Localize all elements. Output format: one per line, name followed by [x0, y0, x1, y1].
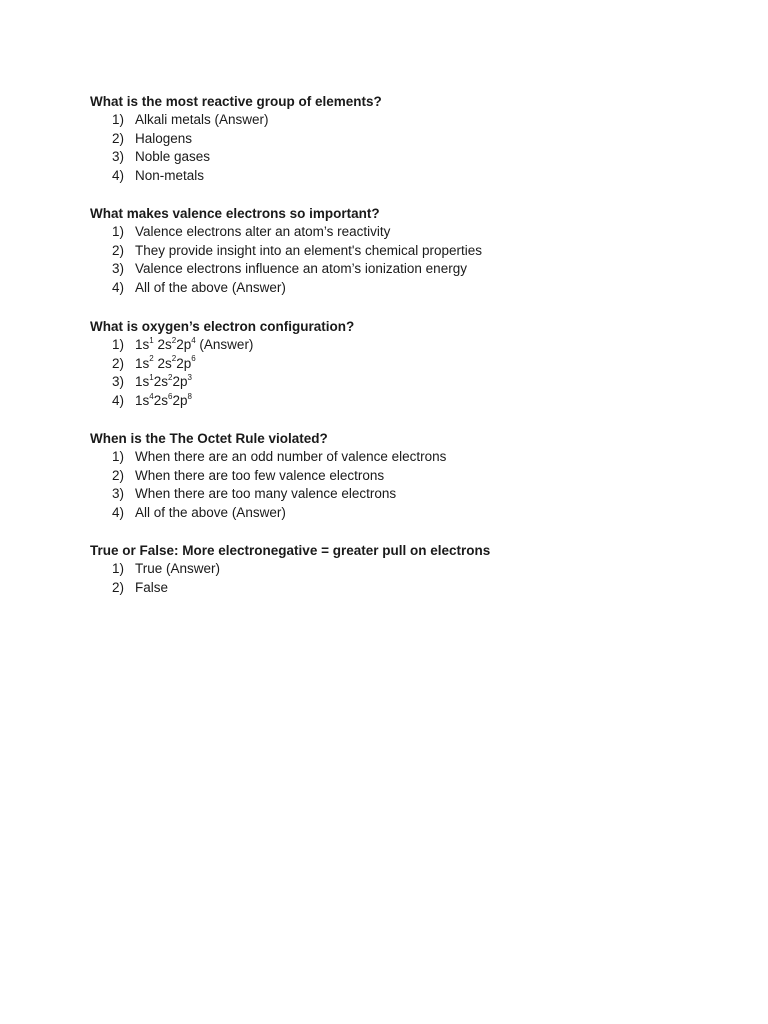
- option-number: 2): [112, 355, 125, 371]
- superscript: 2: [171, 335, 177, 345]
- option-item: [90, 148, 730, 167]
- option-item: [90, 279, 730, 298]
- electron-configuration: $1s^2$ $2s^22p^6$: [135, 354, 196, 371]
- question-block: [90, 541, 730, 597]
- option-item: [90, 504, 730, 523]
- question-text: What is oxygen’s electron configuration?: [90, 319, 355, 334]
- option-number: 1): [112, 224, 125, 239]
- option-item: [90, 130, 730, 149]
- option-number: 3): [112, 261, 125, 277]
- question-text: What is the most reactive group of elements?: [90, 94, 382, 109]
- option-text: They provide insight into an element's chemical properties: [135, 242, 483, 258]
- option-number: 4): [112, 280, 125, 296]
- option-list: [90, 111, 730, 186]
- question-block: [90, 92, 730, 186]
- option-number: 4): [112, 505, 125, 521]
- option-item: [90, 167, 730, 186]
- option-text: False: [135, 579, 169, 595]
- superscript: 3: [187, 372, 192, 382]
- option-number: 2): [112, 130, 125, 146]
- question-block: [90, 429, 730, 523]
- option-item: [90, 392, 730, 411]
- option-number: 2): [112, 467, 125, 483]
- superscript: 1: [149, 372, 154, 382]
- option-item: [90, 467, 730, 486]
- question-block: [90, 204, 730, 298]
- superscript: 2: [149, 354, 154, 364]
- superscript: 2: [171, 354, 177, 364]
- superscript: 4: [149, 391, 154, 401]
- option-text: Halogens: [135, 130, 193, 146]
- option-list: [90, 223, 730, 298]
- option-number: 4): [112, 393, 125, 409]
- option-number: 1): [112, 112, 125, 127]
- option-text: True (Answer): [135, 561, 221, 576]
- option-item: [90, 560, 730, 579]
- option-text: Alkali metals (Answer): [135, 112, 269, 127]
- option-number: 2): [112, 242, 125, 258]
- option-text: All of the above (Answer): [135, 280, 286, 296]
- option-number: 1): [112, 337, 125, 352]
- question-text: What makes valence electrons so important?: [90, 206, 380, 221]
- option-number: 2): [112, 579, 125, 595]
- superscript: 8: [187, 391, 192, 401]
- option-item: [90, 579, 730, 598]
- option-number: 1): [112, 449, 125, 464]
- option-item: [90, 260, 730, 279]
- option-item: [90, 242, 730, 261]
- option-item: [90, 373, 730, 392]
- option-item: [90, 448, 730, 467]
- option-text: When there are too many valence electrons: [135, 486, 397, 502]
- option-item: [90, 336, 730, 355]
- option-number: 3): [112, 149, 125, 165]
- option-text: When there are an odd number of valence electrons: [135, 449, 447, 464]
- superscript: 6: [191, 354, 196, 364]
- option-list: [90, 336, 730, 411]
- option-number: 1): [112, 561, 125, 576]
- option-number: 4): [112, 168, 125, 184]
- option-text: All of the above (Answer): [135, 505, 286, 521]
- option-text: When there are too few valence electrons: [135, 467, 385, 483]
- superscript: 1: [149, 335, 154, 345]
- option-item: [90, 355, 730, 374]
- option-number: 3): [112, 374, 125, 390]
- question-text: True or False: More electronegative = greater pull on electrons: [90, 543, 491, 558]
- superscript: 6: [167, 391, 173, 401]
- superscript: 2: [167, 372, 173, 382]
- option-item: [90, 111, 730, 130]
- option-text: Noble gases: [135, 149, 211, 165]
- superscript: 4: [191, 335, 196, 345]
- electron-configuration: $1s^12s^22p^3$: [135, 372, 192, 390]
- question-text: When is the The Octet Rule violated?: [90, 431, 328, 446]
- option-text: Non-metals: [135, 168, 205, 184]
- option-list: [90, 448, 730, 523]
- option-number: 3): [112, 486, 125, 502]
- option-item: [90, 223, 730, 242]
- electron-configuration: $1s^1$ $2s^22p^4$ (Answer): [135, 335, 254, 352]
- option-text: Valence electrons alter an atom’s reactivity: [135, 224, 391, 239]
- electron-configuration: $1s^42s^62p^8$: [135, 391, 192, 409]
- option-item: [90, 485, 730, 504]
- option-text: Valence electrons influence an atom’s ionization energy: [135, 261, 467, 277]
- option-list: [90, 560, 730, 597]
- question-block: [90, 317, 730, 411]
